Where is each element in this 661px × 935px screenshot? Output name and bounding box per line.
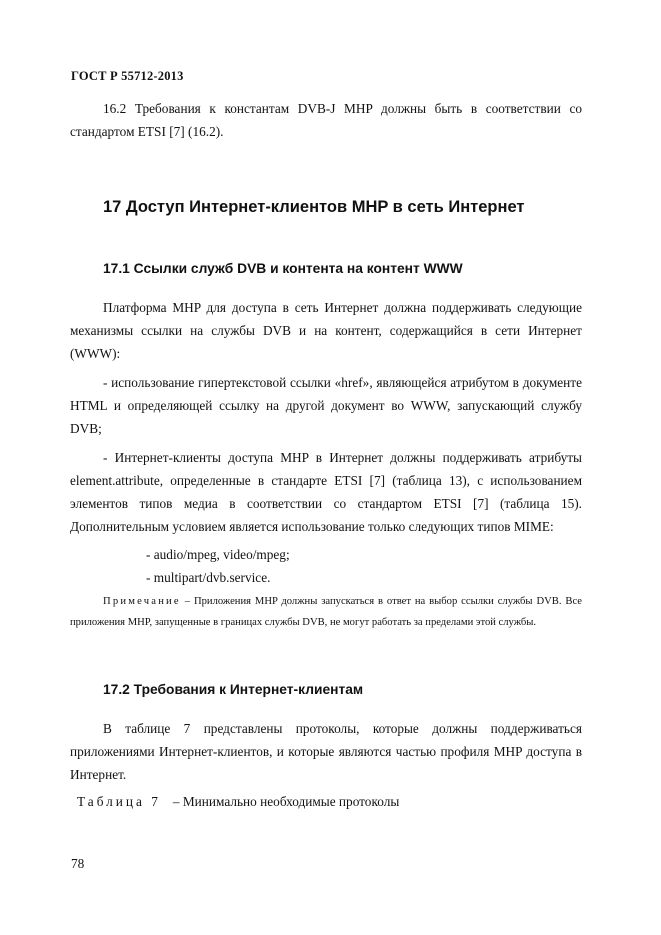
mime-list-item: - audio/mpeg, video/mpeg; <box>146 547 290 562</box>
heading-section-17-1: 17.1 Ссылки служб DVB и контента на контент WWW <box>103 261 463 276</box>
paragraph-17-2-intro: В таблице 7 представлены протоколы, которые должны поддерживаться приложениями Интернет-клиентов, и которые являются частью профиля MHP доступа в Интернет. <box>70 721 582 782</box>
paragraph-bullet-internet-clients: - Интернет-клиенты доступа MHP в Интернет должны поддерживать атрибуты element.attribute, определенные в стандарте ETSI [7] (таблица 13), с использованием элементов типов медиа в соответствии со стандартом ETSI [7] (таблица 15). Дополнительным условием является использование только следующих типов MIME: <box>70 450 582 534</box>
note-label: Примечание <box>103 596 181 607</box>
table-caption-title: – Минимально необходимые протоколы <box>172 794 400 809</box>
paragraph-16-2: 16.2 Требования к константам DVB-J MHP должны быть в соответствии со стандартом ETSI [7] (16.2). <box>70 101 582 139</box>
note-block <box>70 591 582 633</box>
heading-section-17-2: 17.2 Требования к Интернет-клиентам <box>103 682 364 697</box>
heading-section-17: 17 Доступ Интернет-клиентов MHP в сеть Интернет <box>103 198 525 216</box>
table-caption <box>77 794 399 810</box>
standard-header: ГОСТ Р 55712-2013 <box>71 69 184 83</box>
paragraph-17-1-intro: Платформа MHP для доступа в сеть Интернет должна поддерживать следующие механизмы ссылки на службы DVB и на контент, содержащийся в сети Интернет (WWW): <box>70 300 582 361</box>
table-caption-label: Таблица 7 <box>77 794 161 809</box>
note-text: – Приложения MHP должны запускаться в ответ на выбор ссылки службы DVB. Все приложения MHP, запущенные в границах службы DVB, не могут работать за пределами этой службы. <box>70 596 582 628</box>
page-number: 78 <box>71 856 85 871</box>
paragraph-bullet-href: - использование гипертекстовой ссылки «href», являющейся атрибутом в документе HTML и определяющей ссылку на другой документ во WWW, запускающий службу DVB; <box>70 375 582 436</box>
mime-list-item: - multipart/dvb.service. <box>146 570 271 585</box>
